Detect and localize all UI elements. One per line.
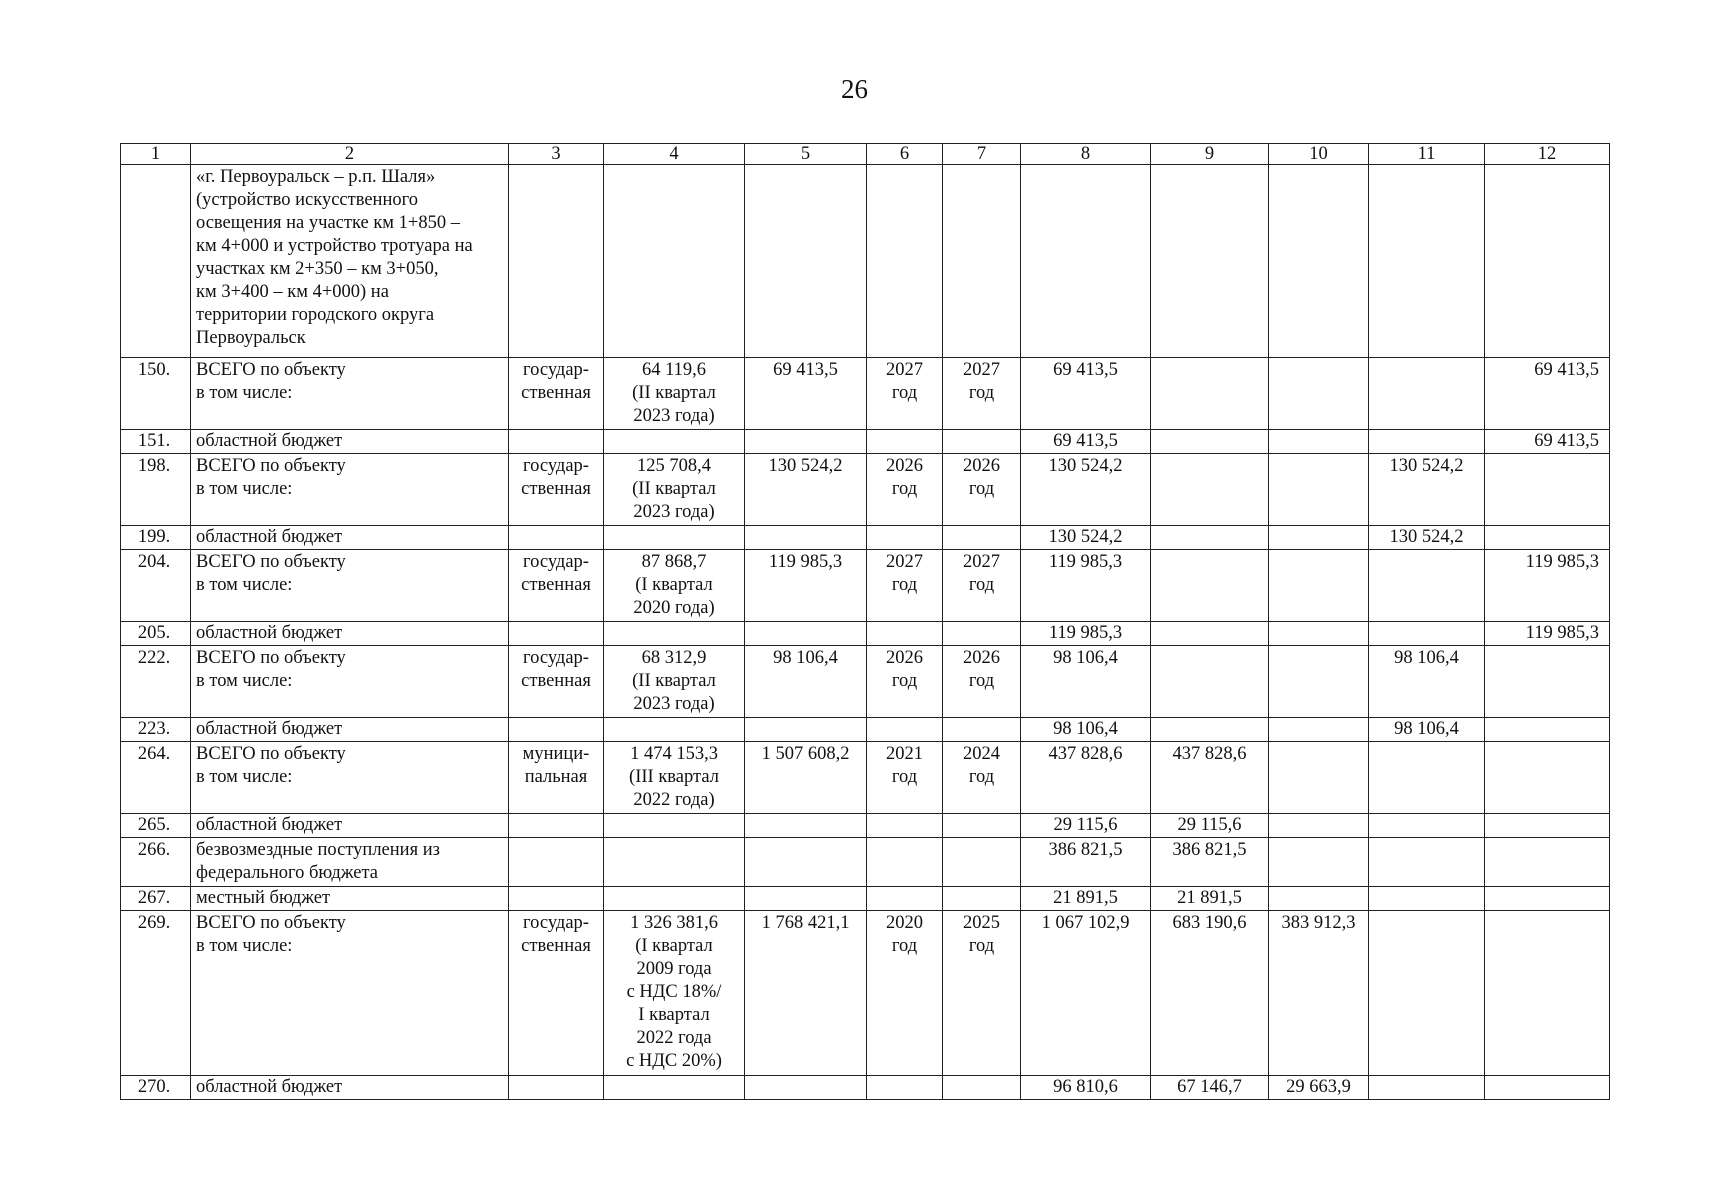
header-row [121, 144, 1610, 165]
year-4-value: 119 985,3 [1485, 550, 1610, 622]
row-name: областной бюджет [191, 1076, 509, 1100]
ownership-form: муници- пальная [509, 742, 604, 814]
table-row [121, 550, 1610, 622]
row-number: 198. [121, 454, 191, 526]
column-header: 2 [191, 144, 509, 165]
start-year [867, 718, 943, 742]
row-number: 270. [121, 1076, 191, 1100]
row-name: ВСЕГО по объекту в том числе: [191, 454, 509, 526]
total-cost: 130 524,2 [745, 454, 867, 526]
total-cost: 98 106,4 [745, 646, 867, 718]
row-name: местный бюджет [191, 887, 509, 911]
table-row [121, 911, 1610, 1076]
ownership-form [509, 622, 604, 646]
year-4-value [1485, 454, 1610, 526]
year-2-value [1269, 742, 1369, 814]
estimated-cost [604, 887, 745, 911]
sum-total: 98 106,4 [1021, 646, 1151, 718]
start-year [867, 1076, 943, 1100]
total-cost [745, 526, 867, 550]
total-cost [745, 430, 867, 454]
row-name: областной бюджет [191, 526, 509, 550]
row-name: ВСЕГО по объекту в том числе: [191, 358, 509, 430]
year-2-value [1269, 430, 1369, 454]
column-header: 4 [604, 144, 745, 165]
sum-total: 130 524,2 [1021, 454, 1151, 526]
end-year [943, 622, 1021, 646]
row-number: 204. [121, 550, 191, 622]
year-1-value: 29 115,6 [1151, 814, 1269, 838]
estimated-cost [604, 1076, 745, 1100]
start-year [867, 814, 943, 838]
start-year [867, 430, 943, 454]
ownership-form [509, 814, 604, 838]
end-year [943, 838, 1021, 887]
year-3-value [1369, 911, 1485, 1076]
sum-total: 437 828,6 [1021, 742, 1151, 814]
end-year [943, 887, 1021, 911]
year-4-value [1485, 526, 1610, 550]
year-4-value [1485, 814, 1610, 838]
ownership-form: государ- ственная [509, 454, 604, 526]
start-year: 2027 год [867, 550, 943, 622]
year-3-value [1369, 358, 1485, 430]
row-number: 151. [121, 430, 191, 454]
total-cost: 1 768 421,1 [745, 911, 867, 1076]
year-2-value [1269, 718, 1369, 742]
end-year: 2027 год [943, 358, 1021, 430]
ownership-form [509, 718, 604, 742]
sum-total: 69 413,5 [1021, 358, 1151, 430]
year-2-value [1269, 814, 1369, 838]
end-year: 2024 год [943, 742, 1021, 814]
row-number: 265. [121, 814, 191, 838]
year-4-value [1485, 1076, 1610, 1100]
row-name: безвозмездные поступления из федерального бюджета [191, 838, 509, 887]
start-year [867, 622, 943, 646]
year-1-value: 67 146,7 [1151, 1076, 1269, 1100]
ownership-form [509, 526, 604, 550]
year-1-value: 683 190,6 [1151, 911, 1269, 1076]
start-year: 2026 год [867, 646, 943, 718]
estimated-cost: 68 312,9 (II квартал 2023 года) [604, 646, 745, 718]
sum-total: 1 067 102,9 [1021, 911, 1151, 1076]
row-name: ВСЕГО по объекту в том числе: [191, 550, 509, 622]
total-cost [745, 622, 867, 646]
estimated-cost [604, 430, 745, 454]
row-number: 199. [121, 526, 191, 550]
row-name: областной бюджет [191, 718, 509, 742]
year-3-value: 130 524,2 [1369, 526, 1485, 550]
row-name: ВСЕГО по объекту в том числе: [191, 646, 509, 718]
column-header: 8 [1021, 144, 1151, 165]
row-number: 267. [121, 887, 191, 911]
year-1-value [1151, 550, 1269, 622]
table-row [121, 454, 1610, 526]
table-row [121, 742, 1610, 814]
table-row [121, 814, 1610, 838]
table-row [121, 622, 1610, 646]
year-1-value: 437 828,6 [1151, 742, 1269, 814]
year-3-value [1369, 887, 1485, 911]
year-2-value [1269, 838, 1369, 887]
column-header: 5 [745, 144, 867, 165]
column-header: 7 [943, 144, 1021, 165]
year-3-value [1369, 814, 1485, 838]
ownership-form: государ- ственная [509, 646, 604, 718]
year-3-value: 98 106,4 [1369, 718, 1485, 742]
row-name: областной бюджет [191, 430, 509, 454]
year-3-value [1369, 742, 1485, 814]
year-4-value [1485, 838, 1610, 887]
year-2-value [1269, 646, 1369, 718]
row-number: 269. [121, 911, 191, 1076]
total-cost: 1 507 608,2 [745, 742, 867, 814]
estimated-cost [604, 814, 745, 838]
estimated-cost [604, 622, 745, 646]
year-3-value: 98 106,4 [1369, 646, 1485, 718]
ownership-form [509, 887, 604, 911]
column-header: 11 [1369, 144, 1485, 165]
sum-total: 386 821,5 [1021, 838, 1151, 887]
year-2-value [1269, 887, 1369, 911]
year-1-value [1151, 646, 1269, 718]
start-year [867, 526, 943, 550]
year-4-value [1485, 718, 1610, 742]
ownership-form [509, 1076, 604, 1100]
ownership-form: государ- ственная [509, 550, 604, 622]
total-cost [745, 838, 867, 887]
description-row [121, 165, 1610, 358]
year-4-value: 69 413,5 [1485, 358, 1610, 430]
column-header: 12 [1485, 144, 1610, 165]
sum-total: 21 891,5 [1021, 887, 1151, 911]
start-year: 2027 год [867, 358, 943, 430]
year-4-value [1485, 911, 1610, 1076]
year-2-value: 383 912,3 [1269, 911, 1369, 1076]
year-2-value [1269, 550, 1369, 622]
estimated-cost [604, 526, 745, 550]
year-3-value [1369, 1076, 1485, 1100]
year-1-value [1151, 430, 1269, 454]
year-1-value [1151, 526, 1269, 550]
year-3-value [1369, 550, 1485, 622]
table-row [121, 887, 1610, 911]
page-number: 26 [841, 74, 868, 104]
column-header: 1 [121, 144, 191, 165]
column-header: 3 [509, 144, 604, 165]
row-number: 266. [121, 838, 191, 887]
year-4-value [1485, 742, 1610, 814]
estimated-cost: 1 326 381,6 (I квартал 2009 года с НДС 18%/ I квартал 2022 года с НДС 20%) [604, 911, 745, 1076]
ownership-form: государ- ственная [509, 911, 604, 1076]
year-4-value [1485, 887, 1610, 911]
column-header: 9 [1151, 144, 1269, 165]
year-2-value [1269, 454, 1369, 526]
row-number: 264. [121, 742, 191, 814]
table-row [121, 718, 1610, 742]
year-1-value: 21 891,5 [1151, 887, 1269, 911]
year-3-value: 130 524,2 [1369, 454, 1485, 526]
total-cost [745, 718, 867, 742]
row-name: областной бюджет [191, 814, 509, 838]
year-4-value [1485, 646, 1610, 718]
total-cost: 69 413,5 [745, 358, 867, 430]
year-3-value [1369, 838, 1485, 887]
year-2-value [1269, 526, 1369, 550]
row-number: 222. [121, 646, 191, 718]
estimated-cost: 125 708,4 (II квартал 2023 года) [604, 454, 745, 526]
ownership-form [509, 838, 604, 887]
sum-total: 96 810,6 [1021, 1076, 1151, 1100]
end-year: 2026 год [943, 646, 1021, 718]
sum-total: 119 985,3 [1021, 550, 1151, 622]
end-year [943, 526, 1021, 550]
row-number: 223. [121, 718, 191, 742]
row-name: областной бюджет [191, 622, 509, 646]
end-year: 2025 год [943, 911, 1021, 1076]
table-row [121, 646, 1610, 718]
table-row [121, 1076, 1610, 1100]
start-year: 2026 год [867, 454, 943, 526]
estimated-cost [604, 718, 745, 742]
table-row [121, 430, 1610, 454]
end-year: 2027 год [943, 550, 1021, 622]
row-name: ВСЕГО по объекту в том числе: [191, 911, 509, 1076]
table-body [121, 144, 1610, 1100]
total-cost [745, 814, 867, 838]
total-cost [745, 887, 867, 911]
row-number: 150. [121, 358, 191, 430]
sum-total: 119 985,3 [1021, 622, 1151, 646]
table-row [121, 838, 1610, 887]
year-1-value: 386 821,5 [1151, 838, 1269, 887]
year-3-value [1369, 430, 1485, 454]
table-row [121, 526, 1610, 550]
year-4-value: 69 413,5 [1485, 430, 1610, 454]
year-1-value [1151, 718, 1269, 742]
end-year [943, 718, 1021, 742]
ownership-form: государ- ственная [509, 358, 604, 430]
estimated-cost [604, 838, 745, 887]
year-3-value [1369, 622, 1485, 646]
budget-table [120, 143, 1610, 1100]
sum-total: 69 413,5 [1021, 430, 1151, 454]
start-year: 2020 год [867, 911, 943, 1076]
start-year: 2021 год [867, 742, 943, 814]
end-year [943, 1076, 1021, 1100]
column-header: 10 [1269, 144, 1369, 165]
sum-total: 130 524,2 [1021, 526, 1151, 550]
year-2-value [1269, 622, 1369, 646]
estimated-cost: 64 119,6 (II квартал 2023 года) [604, 358, 745, 430]
year-4-value: 119 985,3 [1485, 622, 1610, 646]
year-1-value [1151, 622, 1269, 646]
sum-total: 98 106,4 [1021, 718, 1151, 742]
year-1-value [1151, 358, 1269, 430]
year-1-value [1151, 454, 1269, 526]
end-year: 2026 год [943, 454, 1021, 526]
total-cost [745, 1076, 867, 1100]
start-year [867, 887, 943, 911]
object-description: «г. Первоуральск – р.п. Шаля» (устройство искусственного освещения на участке км 1+850 – км 4+000 и устройство тротуара на участках км 2+350 – км 3+050, км 3+400 – км 4+000) на территории городского округа Первоуральск [191, 165, 509, 358]
sum-total: 29 115,6 [1021, 814, 1151, 838]
end-year [943, 814, 1021, 838]
year-2-value: 29 663,9 [1269, 1076, 1369, 1100]
row-name: ВСЕГО по объекту в том числе: [191, 742, 509, 814]
start-year [867, 838, 943, 887]
estimated-cost: 87 868,7 (I квартал 2020 года) [604, 550, 745, 622]
column-header: 6 [867, 144, 943, 165]
estimated-cost: 1 474 153,3 (III квартал 2022 года) [604, 742, 745, 814]
table-row [121, 358, 1610, 430]
end-year [943, 430, 1021, 454]
row-number: 205. [121, 622, 191, 646]
total-cost: 119 985,3 [745, 550, 867, 622]
ownership-form [509, 430, 604, 454]
year-2-value [1269, 358, 1369, 430]
